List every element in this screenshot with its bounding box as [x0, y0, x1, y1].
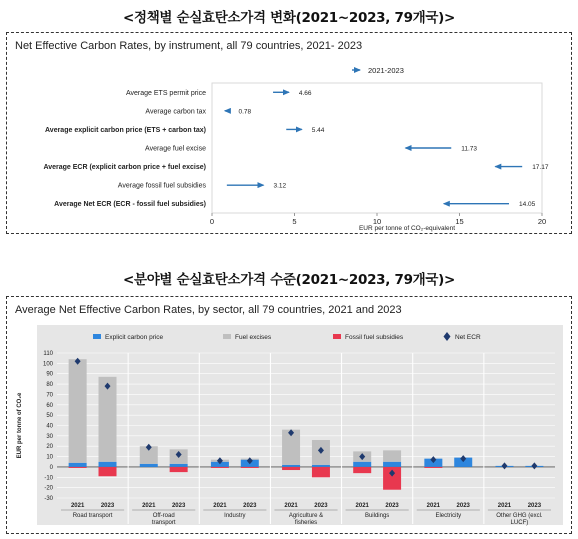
instrument-label: Average fuel excise: [145, 145, 206, 153]
sector-label-line: Off-road: [152, 513, 175, 519]
y-tick-label: -30: [44, 496, 53, 502]
year-label: 2021: [213, 503, 227, 509]
y-tick-label: 0: [49, 464, 53, 471]
bar-fuel-excises: [69, 359, 87, 463]
instrument-label: Average Net ECR (ECR - fossil fuel subsidies): [54, 201, 206, 209]
sector-label: [365, 513, 389, 519]
sector-label: [435, 513, 461, 519]
instrument-label: Average carbon tax: [145, 108, 206, 116]
y-tick-label: 30: [46, 433, 53, 440]
sector-chart: [7, 297, 571, 533]
y-tick-label: 80: [46, 382, 53, 389]
year-label: 2023: [314, 503, 328, 509]
bar-fossil-fuel-subsidies: [353, 467, 371, 473]
value-label: 14.05: [519, 201, 536, 209]
y-tick-label: -20: [44, 485, 53, 492]
y-tick-label: 60: [46, 402, 53, 409]
x-tick-label: 5: [292, 217, 297, 226]
y-tick-label: 90: [46, 371, 53, 378]
year-label: 2021: [284, 503, 298, 509]
bar-explicit-carbon-price: [383, 462, 401, 467]
bar-fossil-fuel-subsidies: [312, 467, 330, 477]
x-tick-label: 15: [455, 217, 464, 226]
bar-explicit-carbon-price: [312, 465, 330, 467]
instrument-label: Average fossil fuel subsidies: [117, 182, 206, 190]
year-label: 2023: [527, 503, 542, 509]
x-tick-label: 0: [209, 217, 215, 226]
bar-explicit-carbon-price: [140, 464, 158, 467]
bar-explicit-carbon-price: [282, 465, 300, 467]
bar-explicit-carbon-price: [69, 463, 87, 467]
year-label: 2023: [385, 503, 399, 509]
instrument-label: Average ECR (explicit carbon price + fuel excise): [43, 164, 206, 172]
plot-frame: [212, 83, 542, 213]
value-label: 5.44: [311, 126, 325, 134]
bar-explicit-carbon-price: [353, 462, 371, 467]
bar-fossil-fuel-subsidies: [170, 467, 188, 472]
y-tick-label: 50: [46, 413, 53, 420]
x-tick-label: 20: [537, 217, 547, 226]
year-label: 2021: [426, 503, 441, 509]
bar-fossil-fuel-subsidies: [69, 467, 87, 468]
year-label: 2021: [70, 503, 85, 509]
sector-label-line: Other GHG (excl.: [496, 513, 543, 519]
bottom-heading: <분야별 순실효탄소가격 수준(2021~2023, 79개국)>: [122, 272, 456, 288]
value-label: 4.66: [298, 89, 312, 97]
y-tick-label: 70: [46, 392, 53, 399]
sector-label-line: Agriculture &: [288, 513, 324, 519]
year-label: 2021: [497, 503, 512, 509]
value-label: 3.12: [273, 182, 287, 190]
bar-fossil-fuel-subsidies: [282, 467, 300, 470]
sector-label: [224, 513, 245, 519]
instrument-label: Average explicit carbon price (ETS + carbon tax): [45, 126, 206, 134]
sector-chart-title: Average Net Effective Carbon Rates, by sector, all 79 countries, 2021 and 2023: [15, 304, 402, 316]
bar-explicit-carbon-price: [170, 464, 188, 467]
legend-swatch: [93, 334, 101, 339]
value-label: 11.73: [461, 145, 478, 153]
y-tick-label: 20: [46, 444, 53, 451]
sector-label-line: transport: [151, 520, 176, 526]
top-heading: <정책별 순실효탄소가격 변화(2021~2023, 79개국)>: [122, 10, 456, 26]
sector-label-line: Buildings: [364, 513, 390, 519]
bar-fossil-fuel-subsidies: [241, 467, 259, 468]
bar-fuel-excises: [383, 450, 401, 461]
bar-fossil-fuel-subsidies: [99, 467, 117, 476]
y-tick-label: -10: [44, 475, 53, 482]
sector-label-line: Road transport: [72, 513, 113, 519]
sector-chart-panel: [6, 296, 572, 534]
sector-label-line: Electricity: [435, 513, 462, 519]
y-tick-label: 40: [46, 423, 53, 430]
sector-label-line: fisheries: [294, 520, 318, 526]
value-label: 0.78: [238, 108, 252, 116]
year-label: 2023: [100, 503, 115, 509]
x-axis-label: EUR per tonne of CO₂-equivalent: [358, 225, 456, 232]
bar-fossil-fuel-subsidies: [211, 467, 229, 468]
legend-label: Fossil fuel subsidies: [345, 334, 404, 341]
sector-label: [152, 513, 176, 526]
y-axis-label: EUR per tonne of CO₂e: [17, 392, 23, 459]
year-label: 2021: [142, 503, 156, 509]
year-label: 2023: [243, 503, 257, 509]
legend-swatch: [223, 334, 231, 339]
value-label: 17.17: [532, 164, 549, 172]
sector-label-line: LUCF): [510, 520, 529, 526]
legend-swatch: [333, 334, 341, 339]
x-tick-label: 10: [372, 217, 382, 226]
instrument-chart-title: Net Effective Carbon Rates, by instrument, all 79 countries, 2021- 2023: [15, 40, 363, 52]
legend-label: Explicit carbon price: [105, 334, 164, 341]
legend-label: 2021-2023: [368, 66, 404, 75]
y-tick-label: 10: [46, 454, 53, 461]
legend-label: Net ECR: [455, 334, 481, 341]
legend-label: Fuel excises: [235, 334, 272, 341]
bar-fossil-fuel-subsidies: [424, 467, 442, 468]
y-tick-label: 100: [42, 361, 53, 368]
year-label: 2023: [171, 503, 186, 509]
year-label: 2021: [355, 503, 369, 509]
bar-explicit-carbon-price: [99, 462, 117, 467]
y-tick-label: 110: [43, 351, 53, 357]
sector-label: [73, 513, 113, 519]
instrument-chart: [7, 33, 571, 233]
instrument-chart-panel: [6, 32, 572, 234]
instrument-label: Average ETS permit price: [125, 89, 206, 97]
sector-label-line: Industry: [224, 513, 246, 519]
year-label: 2023: [456, 503, 470, 509]
